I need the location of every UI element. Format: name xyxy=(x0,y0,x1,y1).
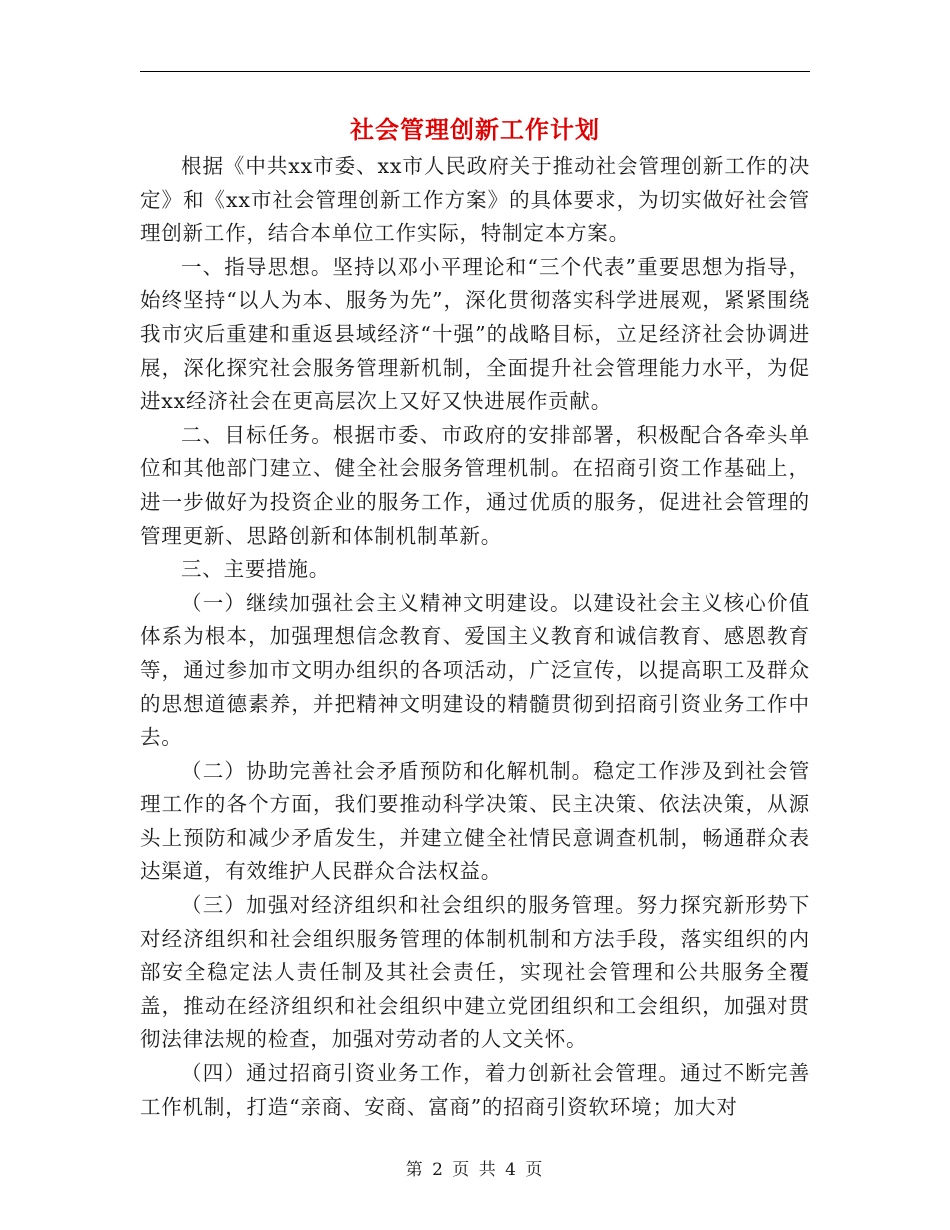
header-rule xyxy=(140,71,810,72)
paragraph-main-measures-heading: 三、主要措施。 xyxy=(181,557,331,582)
paragraph-guiding-ideology: 一、指导思想。坚持以邓小平理论和“三个代表”重要思想为指导，始终坚持“以人为本、服务为先”，深化贯彻落实科学进展观，紧紧围绕我市灾后重建和重返县域经济“十强”的战略目标，立足经济社会协调进展，深化探究社会服务管理新机制，全面提升社会管理能力水平，为促进xx经济社会在更高层次上又好又快进展作贡献。 xyxy=(140,254,810,414)
document-body xyxy=(140,150,810,1124)
paragraph-measure-3: （三）加强对经济组织和社会组织的服务管理。努力探究新形势下对经济组织和社会组织服务管理的体制机制和方法手段，落实组织的内部安全稳定法人责任制及其社会责任，实现社会管理和公共服务全覆盖，推动在经济组织和社会组织中建立党团组织和工会组织，加强对贯彻法律法规的检查，加强对劳动者的人文关怀。 xyxy=(140,893,810,1052)
document-title: 社会管理创新工作计划 xyxy=(350,115,600,144)
paragraph-intro: 根据《中共xx市委、xx市人民政府关于推动社会管理创新工作的决定》和《xx市社会管理创新工作方案》的具体要求，为切实做好社会管理创新工作，结合本单位工作实际，特制定本方案。 xyxy=(140,154,810,246)
page-number-footer: 第 2 页 共 4 页 xyxy=(405,1160,545,1180)
paragraph-measure-4: （四）通过招商引资业务工作，着力创新社会管理。通过不断完善工作机制，打造“亲商、安商、富商”的招商引资软环境；加大对 xyxy=(140,1061,810,1119)
paragraph-measure-1: （一）继续加强社会主义精神文明建设。以建设社会主义核心价值体系为根本，加强理想信念教育、爱国主义教育和诚信教育、感恩教育等，通过参加市文明办组织的各项活动，广泛宣传，以提高职工及群众的思想道德素养，并把精神文明建设的精髓贯彻到招商引资业务工作中去。 xyxy=(140,590,810,750)
paragraph-measure-2: （二）协助完善社会矛盾预防和化解机制。稳定工作涉及到社会管理工作的各个方面，我们要推动科学决策、民主决策、依法决策，从源头上预防和减少矛盾发生，并建立健全社情民意调查机制，畅通群众表达渠道，有效维护人民群众合法权益。 xyxy=(140,758,810,884)
paragraph-goals-tasks: 二、目标任务。根据市委、市政府的安排部署，积极配合各牵头单位和其他部门建立、健全社会服务管理机制。在招商引资工作基础上，进一步做好为投资企业的服务工作，通过优质的服务，促进社会管理的管理更新、思路创新和体制机制革新。 xyxy=(140,422,810,548)
